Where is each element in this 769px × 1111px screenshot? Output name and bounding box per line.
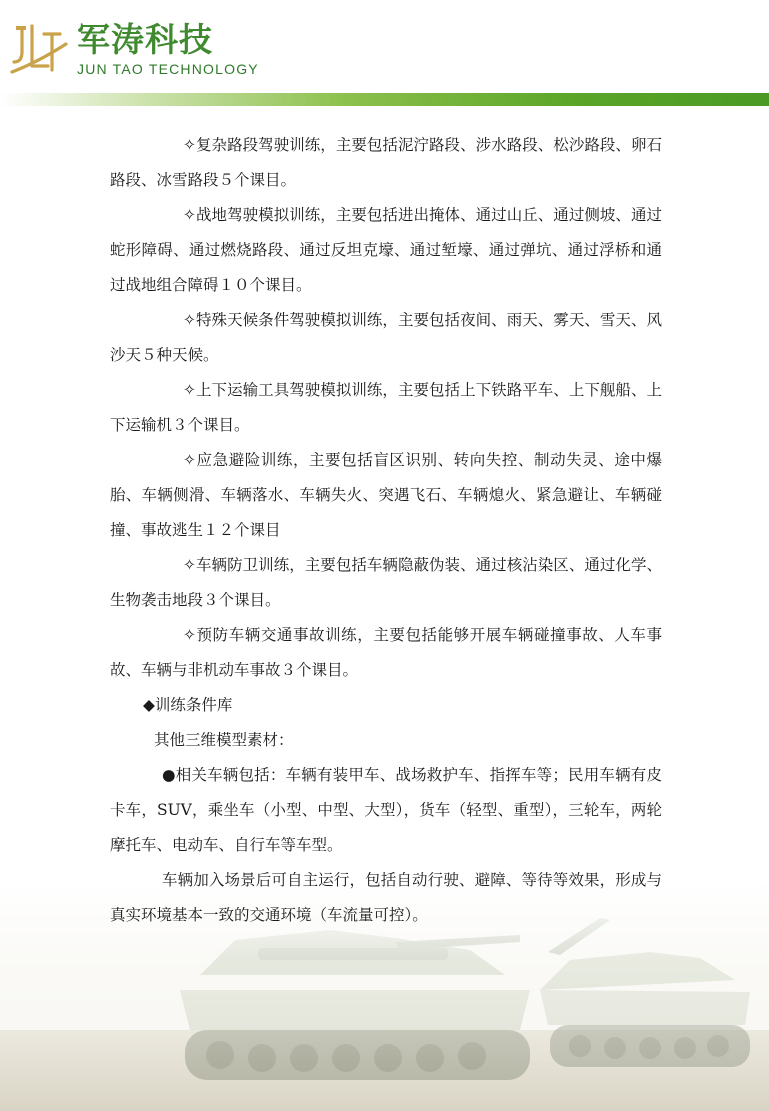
brand-name-cn: 军涛科技 bbox=[77, 20, 213, 59]
paragraph-battlefield-driving: ✧战地驾驶模拟训练，主要包括进出掩体、通过山丘、通过侧坡、通过蛇形障碍、通过燃烧路段、通过反坦克壕、通过堑壕、通过弹坑、通过浮桥和通过战地组合障碍１０个课目。 bbox=[110, 206, 662, 294]
paragraph-complex-road: ✧复杂路段驾驶训练，主要包括泥泞路段、涉水路段、松沙路段、卵石路段、冰雪路段５个课目。 bbox=[110, 136, 662, 189]
page-header bbox=[0, 0, 769, 106]
header-accent-bar bbox=[0, 93, 769, 106]
company-logo-icon bbox=[8, 22, 70, 78]
paragraph-vehicle-defense: ✧车辆防卫训练，主要包括车辆隐蔽伪装、通过核沾染区、通过化学、生物袭击地段３个课目。 bbox=[110, 556, 662, 609]
bullet-vehicles: ●相关车辆包括：车辆有装甲车、战场救护车、指挥车等；民用车辆有皮卡车，SUV，乘坐车（小型、中型、大型），货车（轻型、重型），三轮车，两轮摩托车、电动车、自行车等车型。 bbox=[110, 766, 662, 854]
paragraph-accident-prevention: ✧预防车辆交通事故训练，主要包括能够开展车辆碰撞事故、人车事故、车辆与非机动车事故３个课目。 bbox=[110, 626, 662, 679]
paragraph-closing: 车辆加入场景后可自主运行，包括自动行驶、避障、等待等效果，形成与真实环境基本一致的交通环境（车流量可控）。 bbox=[110, 871, 662, 924]
paragraph-transport-loading: ✧上下运输工具驾驶模拟训练，主要包括上下铁路平车、上下舰船、上下运输机３个课目。 bbox=[110, 381, 662, 434]
paragraph-emergency-avoidance: ✧应急避险训练，主要包括盲区识别、转向失控、制动失灵、途中爆胎、车辆侧滑、车辆落水、车辆失火、突遇飞石、车辆熄火、紧急避让、车辆碰撞、事故逃生１２个课目 bbox=[110, 451, 662, 539]
section-heading: ◆训练条件库 bbox=[143, 696, 233, 714]
document-body bbox=[110, 128, 662, 933]
brand-name-en: JUN TAO TECHNOLOGY bbox=[77, 61, 259, 77]
paragraph-special-weather: ✧特殊天候条件驾驶模拟训练，主要包括夜间、雨天、雾天、雪天、风沙天５种天候。 bbox=[110, 311, 662, 364]
sub-heading: 其他三维模型素材： bbox=[154, 731, 294, 749]
